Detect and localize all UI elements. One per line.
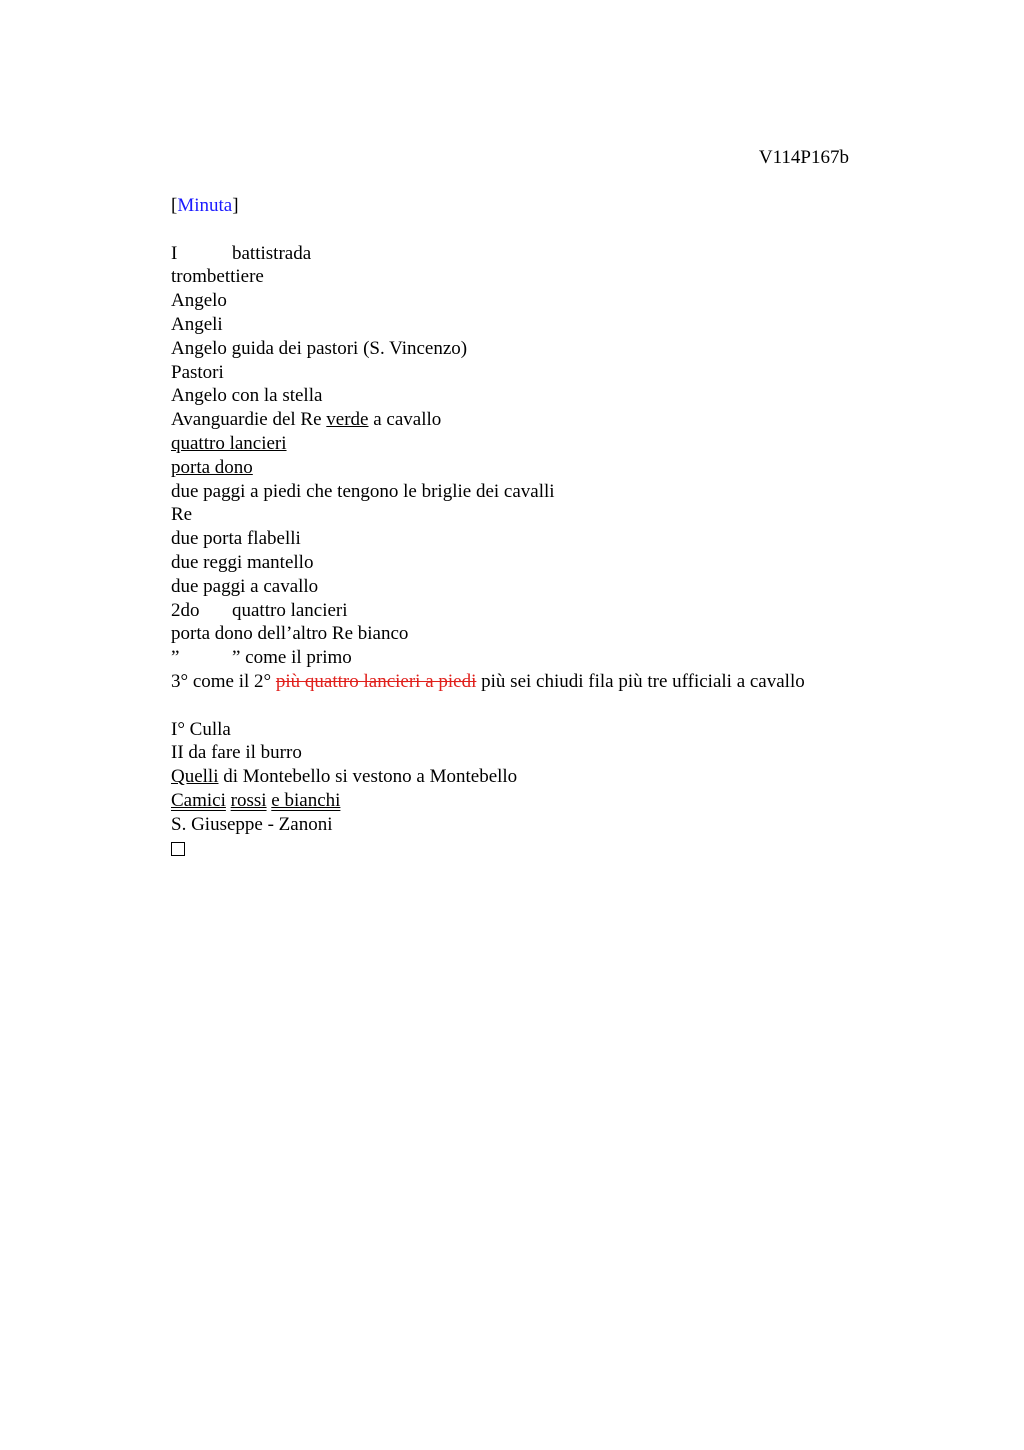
bracket-close: ] [232,195,239,216]
text-line: porta dono dell’altro Re bianco [171,623,409,645]
text-segment: di Montebello si vestono a Montebello [218,766,518,788]
double-underlined-word: Camici [171,789,226,811]
text-line: due paggi a cavallo [171,575,319,597]
underlined-text: porta dono [171,456,253,478]
text-line: Angelo [171,290,227,312]
text-line: Pastori [171,361,224,383]
ditto-mark: ” [171,647,180,669]
line-text: quattro lancieri [232,599,348,621]
text-line: Re [171,504,193,526]
text-line [171,456,931,480]
line-text: battistrada [232,242,312,264]
text-line [171,837,931,861]
text-line [171,670,931,694]
document-reference: V114P167b [758,147,849,168]
deleted-text: più quattro lancieri a piedi [275,670,477,692]
text-segment: Avanguardie del Re [171,409,327,431]
document-body [171,194,931,860]
underlined-word: verde [326,409,369,431]
text-line [171,765,931,789]
bracket-open: [ [171,195,178,216]
text-line [171,599,931,623]
text-line: Angelo guida dei pastori (S. Vincenzo) [171,337,468,359]
text-line: Angeli [171,313,223,335]
text-segment: a cavallo [368,409,442,431]
text-line [171,408,931,432]
text-line: due porta flabelli [171,528,301,550]
line-number: I [171,242,178,264]
text-segment: 3° come il 2° [171,670,276,692]
text-line: due reggi mantello [171,551,314,573]
text-line [171,646,931,670]
line-number: 2do [171,599,200,621]
text-line: I° Culla [171,718,231,740]
spacer [171,218,931,242]
checkbox-icon [171,842,185,856]
text-line: II da fare il burro [171,742,302,764]
text-segment: più sei chiudi fila più tre ufficiali a cavallo [476,670,805,692]
underlined-text: quattro lancieri [171,432,287,454]
double-underlined-word: rossi [230,789,267,811]
double-underlined-word: e bianchi [271,789,341,811]
text-line: Angelo con la stella [171,385,323,407]
minuta-label: Minuta [177,195,233,216]
text-line [171,432,931,456]
minuta-heading [171,194,931,218]
spacer [171,694,931,718]
text-line [171,242,931,266]
text-line: S. Giuseppe - Zanoni [171,813,333,835]
line-text: ” come il primo [232,647,352,669]
text-line [171,789,931,813]
text-line: trombettiere [171,266,264,288]
underlined-word: Quelli [171,766,219,788]
text-line: due paggi a piedi che tengono le briglie dei cavalli [171,480,555,502]
